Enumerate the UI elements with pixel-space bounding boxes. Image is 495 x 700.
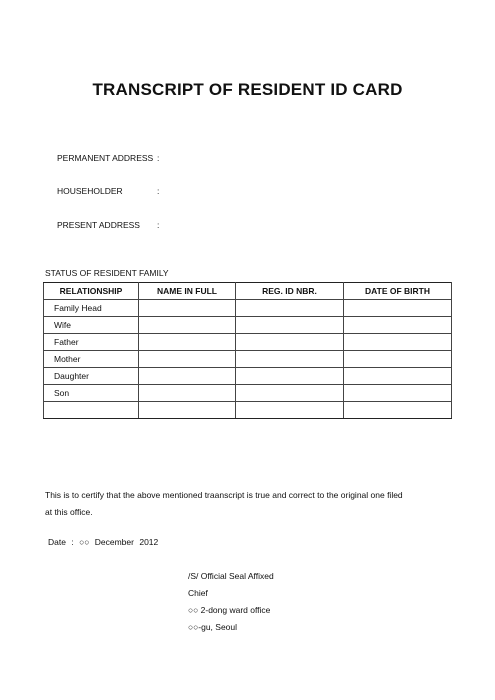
table-row [44, 351, 452, 368]
ward-office: ○○ 2-dong ward office [188, 605, 271, 615]
reg-id-cell [236, 368, 344, 385]
relationship-cell: Wife [44, 317, 139, 334]
table-row [44, 385, 452, 402]
name-cell [139, 402, 236, 419]
permanent-address-row [57, 153, 159, 163]
table-row [44, 334, 452, 351]
reg-id-cell [236, 300, 344, 317]
present-address-colon: : [157, 220, 160, 230]
permanent-address-label: PERMANENT ADDRESS [57, 153, 154, 163]
dob-cell [344, 300, 452, 317]
table-row [44, 317, 452, 334]
relationship-cell [44, 402, 139, 419]
reg-id-cell [236, 317, 344, 334]
table-row [44, 368, 452, 385]
name-cell [139, 351, 236, 368]
dob-cell [344, 351, 452, 368]
permanent-address-colon: : [157, 153, 160, 163]
present-address-row [57, 220, 159, 230]
reg-id-cell [236, 402, 344, 419]
name-cell [139, 385, 236, 402]
relationship-cell: Father [44, 334, 139, 351]
relationship-cell: Family Head [44, 300, 139, 317]
resident-family-table [43, 282, 452, 419]
name-cell [139, 300, 236, 317]
name-cell [139, 334, 236, 351]
relationship-cell: Son [44, 385, 139, 402]
reg-id-cell [236, 385, 344, 402]
relationship-cell: Daughter [44, 368, 139, 385]
householder-row [57, 186, 159, 196]
reg-id-cell [236, 351, 344, 368]
official-seal-text: /S/ Official Seal Affixed [188, 571, 274, 581]
date-label: Date [48, 537, 66, 547]
header-reg-id: REG. ID NBR. [236, 283, 344, 300]
date-year: 2012 [139, 537, 159, 547]
header-date-of-birth: DATE OF BIRTH [344, 283, 452, 300]
householder-label: HOUSEHOLDER [57, 186, 123, 196]
dob-cell [344, 317, 452, 334]
date-colon: : [71, 537, 74, 547]
dob-cell [344, 385, 452, 402]
present-address-label: PRESENT ADDRESS [57, 220, 140, 230]
table-row [44, 402, 452, 419]
certification-statement [45, 487, 465, 521]
certification-line-1: This is to certify that the above mentioned traanscript is true and correct to the original one filed [45, 490, 403, 500]
header-name-in-full: NAME IN FULL [139, 283, 236, 300]
name-cell [139, 317, 236, 334]
dob-cell [344, 402, 452, 419]
dob-cell [344, 334, 452, 351]
relationship-cell: Mother [44, 351, 139, 368]
family-section-label: STATUS OF RESIDENT FAMILY [45, 268, 169, 278]
document-title: TRANSCRIPT OF RESIDENT ID CARD [92, 80, 403, 99]
householder-colon: : [157, 186, 160, 196]
reg-id-cell [236, 334, 344, 351]
issue-date [48, 537, 158, 547]
district: ○○-gu, Seoul [188, 622, 238, 632]
date-day: ○○ [79, 537, 90, 547]
certification-line-2: at this office. [45, 507, 93, 517]
name-cell [139, 368, 236, 385]
table-row [44, 300, 452, 317]
dob-cell [344, 368, 452, 385]
date-month: December [94, 537, 134, 547]
header-relationship: RELATIONSHIP [44, 283, 139, 300]
signatory-title: Chief [188, 588, 208, 598]
table-header-row [44, 283, 452, 300]
